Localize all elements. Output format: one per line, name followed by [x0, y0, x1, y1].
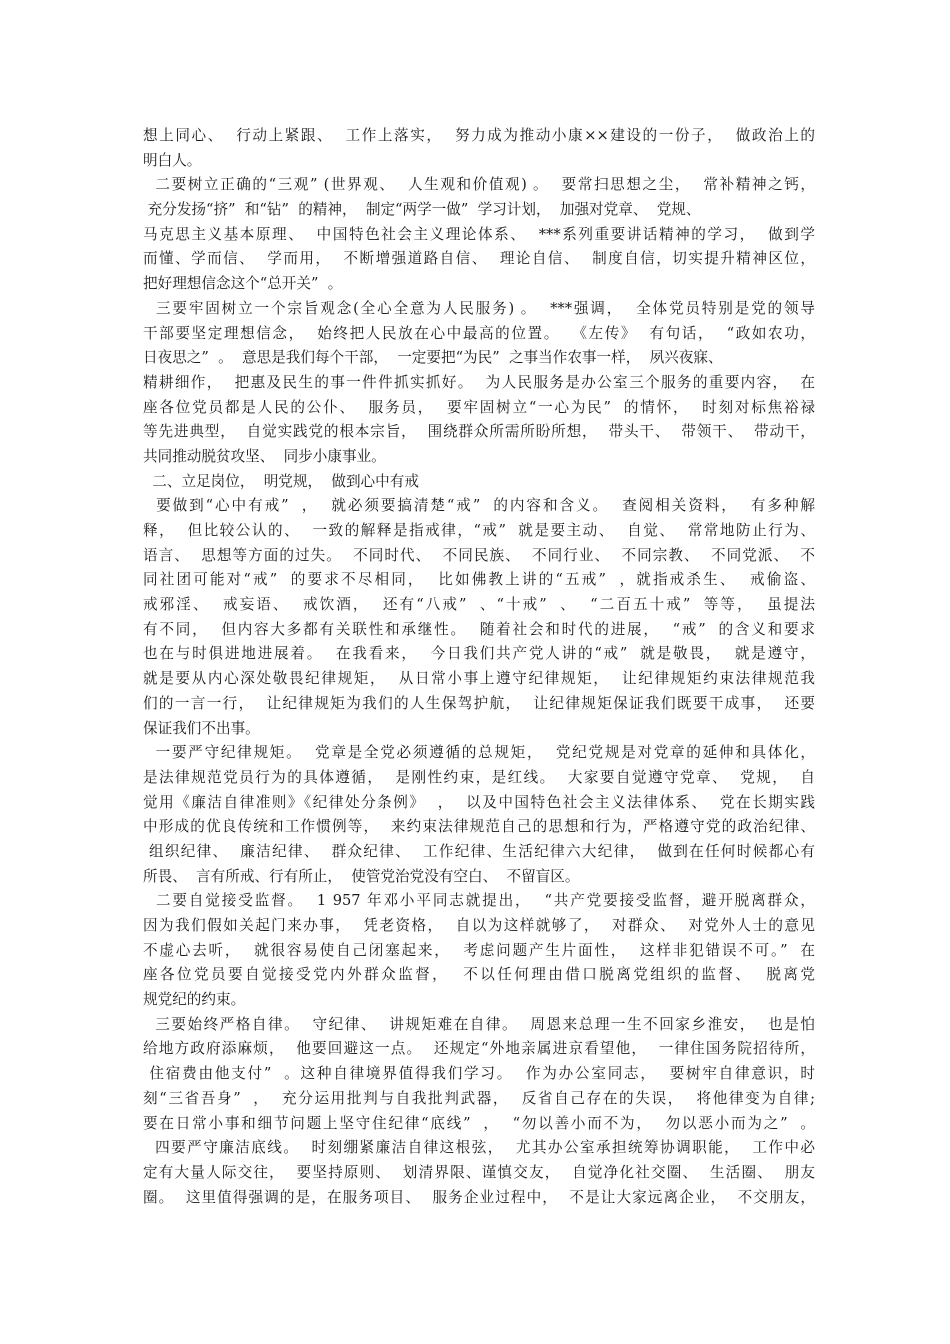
text-line: 三要始终严格自律。 守纪律、 讲规矩难在自律。 周恩来总理一生不回家乡淮安， 也是怕	[143, 1015, 815, 1033]
text-line: 是法律规范党员行为的具体遵循， 是刚性约束，是红线。 大家要自觉遵守党章、 党规， 自	[143, 768, 815, 786]
text-line: 二要树立正确的“三观” (世界观、 人生观和价值观) 。 要常扫思想之尘， 常补精神之钙，	[143, 176, 815, 194]
text-line: 三要牢固树立一个宗旨观念(全心全意为人民服务) 。 ***强调， 全体党员特别是党的领导	[143, 299, 815, 317]
text-line: 就是要从内心深处敬畏纪律规矩， 从日常小事上遵守纪律规矩， 让纪律规矩约束法律规范我	[143, 670, 815, 688]
text-line: 语言、 思想等方面的过失。 不同时代、 不同民族、 不同行业、 不同宗教、 不同党派、 不	[143, 546, 815, 564]
text-line: 精耕细作， 把惠及民生的事一件件抓实抓好。 为人民服务是办公室三个服务的重要内容， 在	[143, 373, 815, 391]
text-line: 因为我们假如关起门来办事， 凭老资格， 自以为这样就够了， 对群众、 对党外人士的意见	[143, 917, 815, 934]
text-line: 要做到“心中有戒” ， 就必须要搞清楚“戒” 的内容和含义。 查阅相关资料， 有多种解	[143, 497, 815, 515]
text-line: 所畏、 言有所戒、行有所止， 使管党治党没有空白、 不留盲区。	[143, 867, 580, 885]
text-line: 中形成的优良传统和工作惯例等， 来约束法律规范自己的思想和行为，严格遵守党的政治纪律、	[143, 818, 815, 836]
text-line: 同社团可能对“戒” 的要求不尽相同， 比如佛教上讲的“五戒” ，就指戒杀生、 戒偷盗、	[143, 571, 815, 589]
text-line: 干部要坚定理想信念， 始终把人民放在心中最高的位置。 《左传》 有句话， “政如农功，	[143, 324, 815, 342]
text-line: 不虚心去听， 就很容易使自己闭塞起来， 考虑问题产生片面性， 这样非犯错误不可。” 在	[143, 941, 815, 959]
text-line: 座各位党员要自觉接受党内外群众监督， 不以任何理由借口脱离党组织的监督、 脱离党	[143, 966, 815, 984]
text-line: 四要严守廉洁底线。 时刻绷紧廉洁自律这根弦， 尤其办公室承担统筹协调职能， 工作中必	[143, 1139, 815, 1157]
text-line: 们的一言一行， 让纪律规矩为我们的人生保驾护航， 让纪律规矩保证我们既要干成事， 还要	[143, 694, 815, 712]
text-line: 定有大量人际交往， 要坚持原则、 划清界限、谨慎交友， 自觉净化社交圈、 生活圈、 朋友	[143, 1163, 815, 1181]
text-line: 二要自觉接受监督。 1 957 年邓小平同志就提出， “共产党要接受监督，避开脱离群众，	[143, 892, 815, 910]
text-line: 也在与时俱进地进展着。 在我看来， 今日我们共产党人讲的“戒” 就是敬畏， 就是遵守，	[143, 645, 815, 663]
text-line: 充分发扬“挤” 和“钻” 的精神， 制定“两学一做” 学习计划， 加强对党章、 党规、	[143, 201, 701, 219]
text-line: 戒邪淫、 戒妄语、 戒饮酒， 还有“八戒” 、“十戒” 、 “二百五十戒” 等等， 虽提法	[143, 596, 815, 614]
text-line: 一要严守纪律规矩。 党章是全党必须遵循的总规矩， 党纪党规是对党章的延伸和具体化，	[143, 744, 815, 762]
text-line: 要在日常小事和细节问题上坚守住纪律“底线” ， “勿以善小而不为， 勿以恶小而为之” 。	[143, 1114, 815, 1132]
text-line: 马克思主义基本原理、 中国特色社会主义理论体系、 ***系列重要讲话精神的学习， 做到学	[143, 225, 815, 243]
text-line: 座各位党员都是人民的公仆、 服务员， 要牢固树立“一心为民” 的情怀， 时刻对标焦裕禄	[143, 398, 815, 416]
text-line: 共同推动脱贫攻坚、 同步小康事业。	[143, 447, 386, 465]
text-line: 日夜思之” 。 意思是我们每个干部， 一定要把“为民” 之事当作农事一样， 夙兴夜寐、	[143, 349, 723, 367]
text-line: 想上同心、 行动上紧跟、 工作上落实， 努力成为推动小康××建设的一份子， 做政治上的	[143, 127, 815, 144]
text-line: 刻“三省吾身” ， 充分运用批判与自我批判武器， 反省自己存在的失误， 将他律变为自律;	[143, 1089, 815, 1107]
text-line: 明白人。	[143, 151, 202, 169]
text-line: 释， 但比较公认的、 一致的解释是指戒律，“戒” 就是要主动、 自觉、 常常地防止行为、	[143, 522, 815, 539]
text-line: 等先进典型， 自觉实践党的根本宗旨， 围绕群众所需所盼所想， 带头干、 带领干、 带动干，	[143, 423, 815, 441]
text-line: 圈。 这里值得强调的是，在服务项目、 服务企业过程中， 不是让大家远离企业， 不交朋友，	[143, 1188, 815, 1206]
text-line: 保证我们不出事。	[143, 719, 260, 737]
text-line: 给地方政府添麻烦， 他要回避这一点。 还规定“外地亲属进京看望他， 一律住国务院招待所，	[143, 1040, 815, 1058]
text-line: 把好理想信念这个“总开关” 。	[143, 275, 343, 293]
text-line: 觉用《廉洁自律准则》《纪律处分条例》 ， 以及中国特色社会主义法律体系、 党在长期实践	[143, 793, 815, 811]
text-line: 二、立足岗位， 明党规， 做到心中有戒	[143, 472, 419, 490]
text-line: 而懂、学而信、 学而用， 不断增强道路自信、 理论自信、 制度自信，切实提升精神区位，	[143, 250, 815, 268]
text-line: 组织纪律、 廉洁纪律、 群众纪律、 工作纪律、生活纪律六大纪律， 做到在任何时候都心有	[143, 842, 815, 860]
text-line: 规党纪的约束。	[143, 991, 246, 1009]
text-line: 有不同， 但内容大多都有关联性和承继性。 随着社会和时代的进展， “戒” 的含义和要求	[143, 620, 815, 638]
text-line: 住宿费由他支付” 。这种自律境界值得我们学习。 作为办公室同志， 要树牢自律意识，时	[143, 1065, 815, 1083]
document-body	[143, 124, 815, 1210]
